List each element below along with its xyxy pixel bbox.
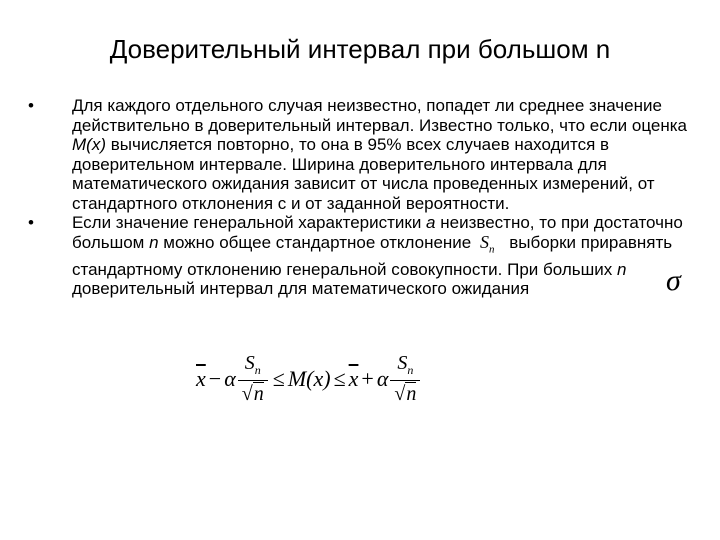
formula-plus: + xyxy=(361,366,374,391)
text-segment: Для каждого отдельного случая неизвестно, попадет ли среднее значение действительно в доверительный интервал. Известно только, что если оценка xyxy=(72,96,687,135)
text-segment: неизвестно, то при достаточно большом xyxy=(72,213,683,252)
formula-alpha: α xyxy=(376,366,389,391)
formula-s: S xyxy=(244,352,255,374)
formula-sub-n: n xyxy=(254,363,261,377)
bullet-text xyxy=(72,96,688,213)
formula-alpha: α xyxy=(224,366,236,391)
formula-fraction xyxy=(238,352,268,406)
sn-base: S xyxy=(479,231,489,252)
slide-title: Доверительный интервал при большом n xyxy=(109,34,611,64)
text-segment: выборки приравнять стандартному отклонению генеральной совокупности. При больших xyxy=(72,232,673,279)
formula-le: ≤ xyxy=(272,366,285,391)
bullet-item-2 xyxy=(28,213,688,299)
confidence-interval-formula xyxy=(196,344,422,414)
fraction-numerator xyxy=(241,352,265,380)
bullet-marker: • xyxy=(28,96,34,115)
formula-n: n xyxy=(406,383,417,405)
fraction-numerator xyxy=(393,352,417,380)
fraction-denominator xyxy=(238,380,268,406)
formula-fraction xyxy=(390,352,420,406)
formula-minus: − xyxy=(208,366,222,391)
formula-s: S xyxy=(397,352,408,374)
italic-mx: M(x) xyxy=(72,135,106,154)
italic-n: n xyxy=(616,259,627,279)
bullet-item-1 xyxy=(28,96,688,213)
text-segment: доверительный интервал для математического ожидания xyxy=(72,279,530,299)
sn-symbol xyxy=(476,233,505,260)
sn-sub: n xyxy=(488,243,495,256)
formula-sub-n: n xyxy=(407,363,414,377)
sigma-symbol: σ xyxy=(666,264,681,297)
italic-a: а xyxy=(426,213,436,232)
bullet-text xyxy=(72,213,688,299)
text-segment: можно общее стандартное отклонение xyxy=(158,232,476,252)
italic-n: n xyxy=(149,232,159,252)
formula-xbar: $\overline{x}$ xyxy=(348,366,359,391)
sqrt-sign: √ xyxy=(394,383,406,405)
bullet-list xyxy=(28,96,688,299)
text-segment: вычисляется повторно, то она в 95% всех случаев находится в доверительном интервале. Ширина доверительного интервала для математического ожидания зависит от числа проведенных измерений, от стандартного отклонения с и от заданной вероятности. xyxy=(72,135,655,213)
sqrt-sign: √ xyxy=(241,383,253,405)
formula-n: n xyxy=(253,383,264,405)
fraction-denominator xyxy=(390,380,420,406)
text-segment: Если значение генеральной характеристики xyxy=(72,213,427,232)
formula-le: ≤ xyxy=(333,366,346,391)
bullet-marker: • xyxy=(28,213,34,232)
formula-mx: M(x) xyxy=(287,366,331,391)
formula-xbar: $\overline{x}$ xyxy=(196,366,206,391)
